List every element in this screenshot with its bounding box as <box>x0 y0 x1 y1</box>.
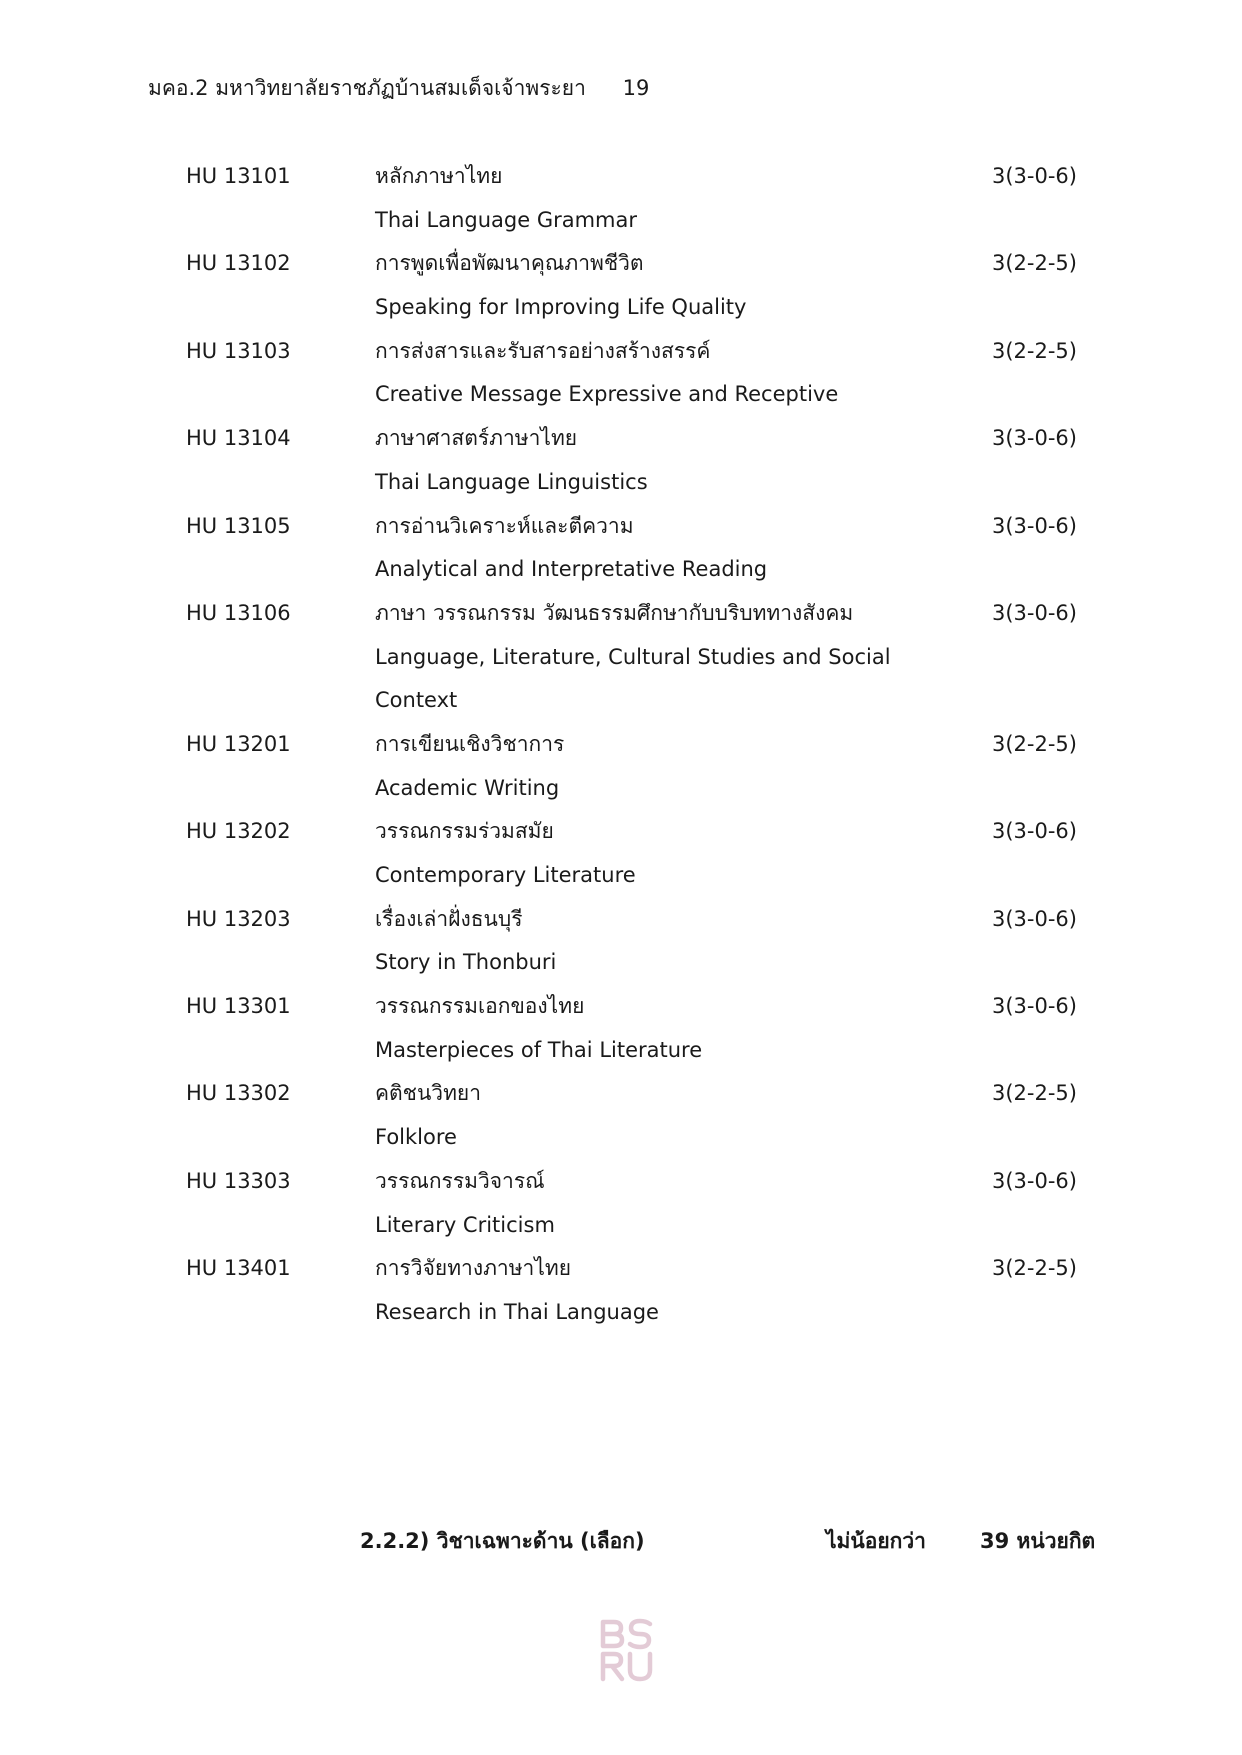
course-entry <box>0 330 1242 417</box>
course-english-line <box>0 548 1242 592</box>
course-main-line <box>0 1160 1242 1204</box>
course-title-thai: วรรณกรรมร่วมสมัย <box>375 819 554 844</box>
course-code: HU 13102 <box>186 251 291 276</box>
credit-units: 39 หน่วยกิต <box>980 1529 1096 1553</box>
course-title-english: Story in Thonburi <box>375 950 557 975</box>
course-entry <box>0 592 1242 723</box>
course-title-thai: การวิจัยทางภาษาไทย <box>375 1256 572 1281</box>
course-title-thai: ภาษา วรรณกรรม วัฒนธรรมศึกษากับบริบททางสังคม <box>375 600 854 625</box>
course-main-line <box>0 810 1242 854</box>
course-main-line <box>0 898 1242 942</box>
course-english-line <box>0 1291 1242 1335</box>
course-title-english: Research in Thai Language <box>375 1299 659 1324</box>
page-number: 19 <box>622 76 650 100</box>
course-title-english: Folklore <box>375 1125 457 1150</box>
course-entry <box>0 723 1242 810</box>
course-code: HU 13106 <box>186 600 291 625</box>
course-entry <box>0 505 1242 592</box>
course-english-line <box>0 1204 1242 1248</box>
course-main-line <box>0 242 1242 286</box>
minimum-label: ไม่น้อยกว่า <box>826 1529 926 1553</box>
course-main-line <box>0 723 1242 767</box>
course-title-english: Language, Literature, Cultural Studies and Social <box>375 644 891 669</box>
course-title-english: Speaking for Improving Life Quality <box>375 295 747 320</box>
course-title-english: Literary Criticism <box>375 1212 555 1237</box>
course-credits: 3(3-0-6) <box>992 994 1077 1019</box>
course-title-thai: การส่งสารและรับสารอย่างสร้างสรรค์ <box>375 338 711 363</box>
course-title-thai: วรรณกรรมวิจารณ์ <box>375 1168 545 1193</box>
course-credits: 3(3-0-6) <box>992 819 1077 844</box>
course-credits: 3(3-0-6) <box>992 906 1077 931</box>
course-credits: 3(3-0-6) <box>992 513 1077 538</box>
course-entry <box>0 1247 1242 1334</box>
course-entry <box>0 1160 1242 1247</box>
bsru-logo <box>598 1618 656 1682</box>
course-code: HU 13301 <box>186 994 291 1019</box>
course-credits: 3(2-2-5) <box>992 338 1077 363</box>
course-title-english: Creative Message Expressive and Receptive <box>375 382 839 407</box>
course-english-line <box>0 286 1242 330</box>
course-main-line <box>0 1247 1242 1291</box>
course-title-thai: การเขียนเชิงวิชาการ <box>375 731 565 756</box>
course-english-line <box>0 854 1242 898</box>
course-code: HU 13101 <box>186 164 291 188</box>
course-title-thai: วรรณกรรมเอกของไทย <box>375 994 585 1019</box>
course-title-english: Academic Writing <box>375 775 560 800</box>
section-footer <box>0 1525 1242 1565</box>
course-main-line <box>0 1072 1242 1116</box>
course-entry <box>0 810 1242 897</box>
course-main-line <box>0 417 1242 461</box>
course-english-line <box>0 767 1242 811</box>
course-title-english: Masterpieces of Thai Literature <box>375 1037 703 1062</box>
course-code: HU 13303 <box>186 1168 291 1193</box>
course-main-line <box>0 985 1242 1029</box>
course-english-line <box>0 679 1242 723</box>
course-english-line <box>0 373 1242 417</box>
course-credits: 3(3-0-6) <box>992 1168 1077 1193</box>
course-code: HU 13302 <box>186 1081 291 1106</box>
course-entry <box>0 985 1242 1072</box>
course-credits: 3(2-2-5) <box>992 1081 1077 1106</box>
course-main-line <box>0 505 1242 549</box>
course-code: HU 13203 <box>186 906 291 931</box>
course-english-line <box>0 461 1242 505</box>
course-code: HU 13201 <box>186 731 291 756</box>
course-title-thai: เรื่องเล่าฝั่งธนบุรี <box>375 906 523 931</box>
course-main-line <box>0 155 1242 199</box>
course-code: HU 13202 <box>186 819 291 844</box>
course-title-thai: การพูดเพื่อพัฒนาคุณภาพชีวิต <box>375 251 644 276</box>
page-header <box>148 72 649 105</box>
course-credits: 3(2-2-5) <box>992 1256 1077 1281</box>
course-entry <box>0 417 1242 504</box>
course-credits: 3(3-0-6) <box>992 164 1077 188</box>
bsru-logo-mark <box>598 1618 656 1682</box>
course-title-thai: ภาษาศาสตร์ภาษาไทย <box>375 426 578 451</box>
course-title-english: Thai Language Linguistics <box>375 469 648 494</box>
course-title-thai: หลักภาษาไทย <box>375 164 503 188</box>
course-title-thai: การอ่านวิเคราะห์และตีความ <box>375 513 634 538</box>
course-credits: 3(3-0-6) <box>992 426 1077 451</box>
course-credits: 3(3-0-6) <box>992 600 1077 625</box>
course-english-line <box>0 199 1242 243</box>
course-english-line <box>0 636 1242 680</box>
course-english-line <box>0 941 1242 985</box>
course-main-line <box>0 592 1242 636</box>
course-title-english: Analytical and Interpretative Reading <box>375 557 768 582</box>
course-title-english: Thai Language Grammar <box>375 207 638 232</box>
course-title-english: Contemporary Literature <box>375 863 636 887</box>
course-entry <box>0 898 1242 985</box>
course-main-line <box>0 330 1242 374</box>
course-entry <box>0 1072 1242 1159</box>
course-english-line <box>0 1029 1242 1073</box>
course-english-line <box>0 1116 1242 1160</box>
course-code: HU 13401 <box>186 1256 291 1281</box>
course-list <box>0 155 1242 1335</box>
section-label: 2.2.2) วิชาเฉพาะด้าน (เลือก) <box>360 1529 645 1553</box>
course-title-thai: คติชนวิทยา <box>375 1081 482 1106</box>
course-code: HU 13103 <box>186 338 291 363</box>
document-title: มคอ.2 มหาวิทยาลัยราชภัฏบ้านสมเด็จเจ้าพระยา <box>148 76 586 100</box>
course-code: HU 13105 <box>186 513 291 538</box>
course-code: HU 13104 <box>186 426 291 451</box>
course-title-english: Context <box>375 688 458 713</box>
course-entry <box>0 242 1242 329</box>
course-credits: 3(2-2-5) <box>992 251 1077 276</box>
course-credits: 3(2-2-5) <box>992 731 1077 756</box>
course-entry <box>0 155 1242 242</box>
